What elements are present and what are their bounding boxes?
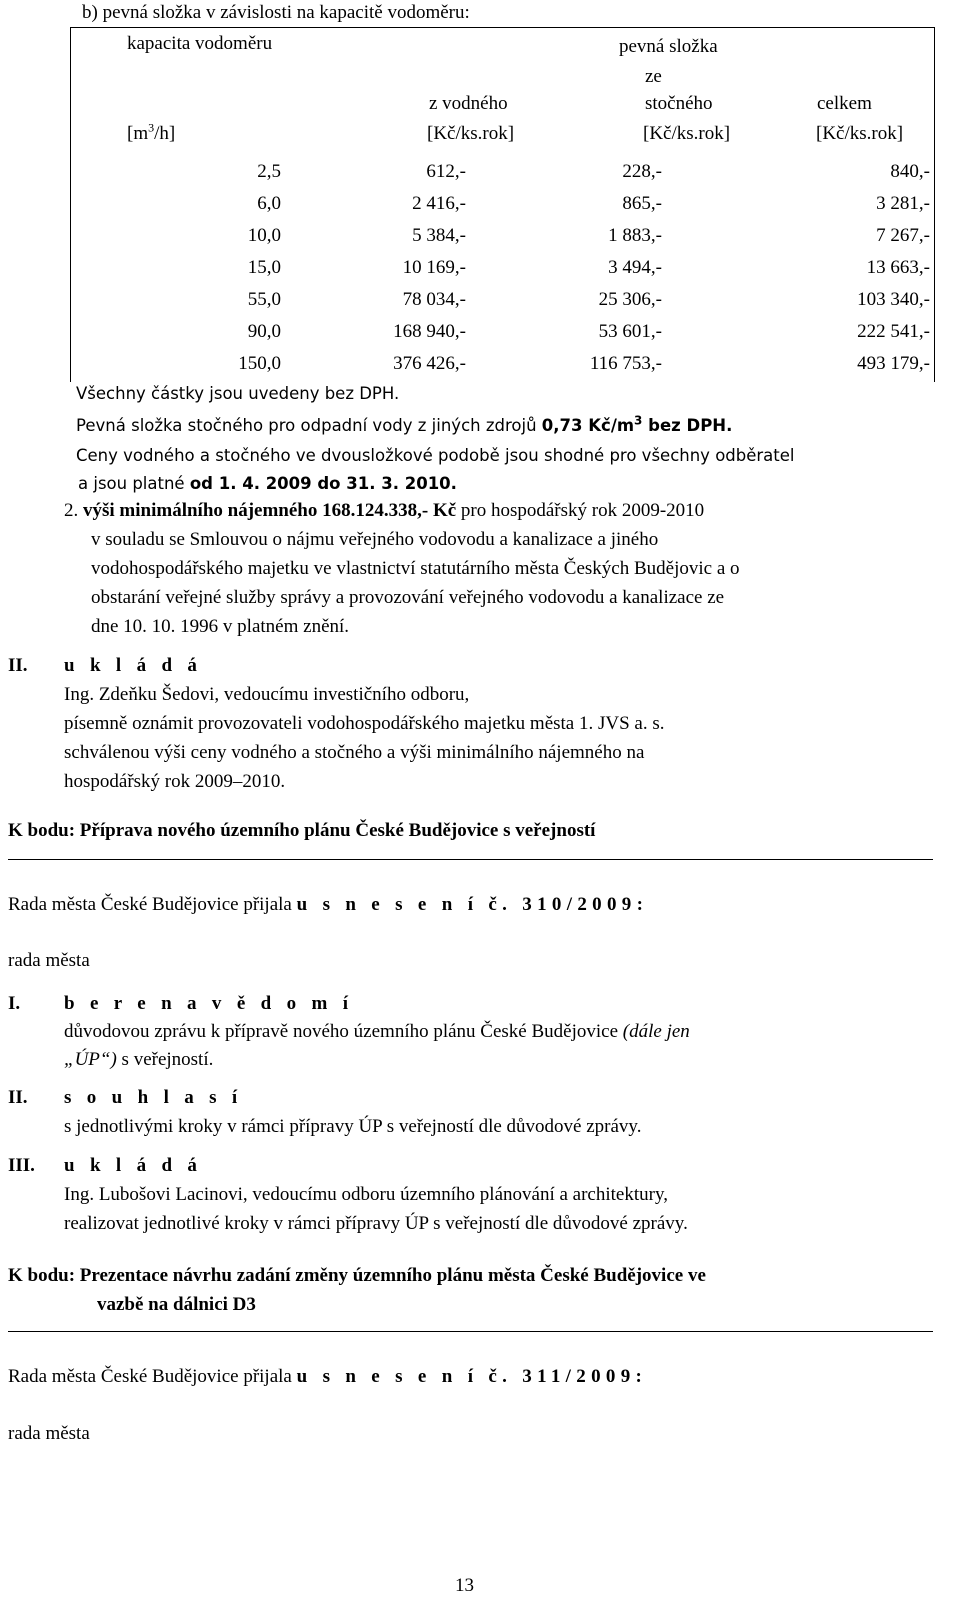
unit-capacity: $[m^3/h]$ [127,120,176,144]
cell-water: 5 384,- [412,225,466,246]
cell-sewage: 116 753,- [589,353,662,374]
cell-total: 103 340,- [857,289,930,310]
fixed-fee-note: Pevná složka stočného pro odpadní vody z jiných zdrojů 0,73 $Kč/m^3$ bez DPH. [76,413,733,435]
cell-capacity: 150,0 [238,353,281,374]
table-row [71,225,934,254]
cell-capacity: 55,0 [247,289,281,310]
topic-1-s3-line: realizovat jednotlivé kroky v rámci přípravy ÚP s veřejností dle důvodové zprávy. [64,1213,688,1234]
topic-1-s1-line: důvodovou zprávu k přípravě nového územního plánu České Budějovice (dále jen [64,1021,690,1042]
topic-1-s3-line: Ing. Lubošovi Lacinovi, vedoucímu odboru územního plánování a architektury, [64,1184,668,1205]
topic-1-s2-verb: s o u h l a s í [64,1087,243,1108]
cell-sewage: 228,- [622,161,662,182]
item-2-line: vodohospodářského majetku ve vlastnictví statutárního města Českých Budějovic a o [91,558,740,579]
topic-2-title-line2: vazbě na dálnici D3 [97,1294,256,1315]
subheader-water: z vodného [429,93,508,114]
cell-water: 168 940,- [393,321,466,342]
table-row [71,257,934,286]
prices-note-line2: a jsou platné od 1. 4. 2009 do 31. 3. 2010. [78,474,457,493]
cell-total: 493 179,- [857,353,930,374]
item-2-line: v souladu se Smlouvou o nájmu veřejného vodovodu a kanalizace a jiného [91,529,659,550]
header-fixed-component: pevná složka [619,36,718,57]
section-ii-line: schválenou výši ceny vodného a stočného a výši minimálního nájemného na [64,742,645,763]
cell-water: 10 169,- [402,257,466,278]
topic-1-resolution: Rada města České Budějovice přijala u s n e s e n í č. 310/2009: [8,894,649,915]
section-ii-line: Ing. Zdeňku Šedovi, vedoucímu investičního odboru, [64,684,470,705]
cell-water: 612,- [426,161,466,182]
section-ii-numeral: II. [8,655,28,676]
cell-total: 7 267,- [876,225,930,246]
cell-water: 376 426,- [393,353,466,374]
topic-1-s1-numeral: I. [8,993,21,1014]
topic-1-title: K bodu: Příprava nového územního plánu České Budějovice s veřejností [8,820,596,841]
cell-sewage: 53 601,- [598,321,662,342]
cell-total: 3 281,- [876,193,930,214]
topic-1-s1-line: „ÚP“) s veřejností. [64,1049,214,1070]
subheader-total: celkem [817,93,872,114]
section-ii-verb: u k l á d á [64,655,203,676]
topic-2-divider [8,1331,933,1332]
header-capacity: kapacita vodoměru [127,33,273,54]
item-2-heading: 2. výši minimálního nájemného 168.124.338,- Kč pro hospodářský rok 2009-2010 [64,500,705,521]
cell-sewage: 865,- [622,193,662,214]
item-2-line: obstarání veřejné služby správy a provozování veřejného vodovodu a kanalizace ze [91,587,725,608]
section-ii-line: hospodářský rok 2009–2010. [64,771,286,792]
unit-water: [Kč/ks.rok] [427,123,515,144]
topic-1-s3-numeral: III. [8,1155,35,1176]
topic-2-council: rada města [8,1423,90,1444]
item-2-line: dne 10. 10. 1996 v platném znění. [91,616,350,637]
topic-1-s2-numeral: II. [8,1087,28,1108]
prices-note-line1: Ceny vodného a stočného ve dvousložkové podobě jsou shodné pro všechny odběratel [76,446,795,465]
cell-capacity: 2,5 [257,161,281,182]
vat-note: Všechny částky jsou uvedeny bez DPH. [76,384,400,403]
topic-2-title-line1: K bodu: Prezentace návrhu zadání změny územního plánu města České Budějovice ve [8,1265,706,1286]
table-row [71,353,934,382]
topic-1-s2-line: s jednotlivými kroky v rámci přípravy ÚP s veřejností dle důvodové zprávy. [64,1116,642,1137]
topic-1-s1-verb: b e r e n a v ě d o m í [64,993,354,1014]
subheader-sewage: stočného [645,93,713,114]
cell-sewage: 25 306,- [598,289,662,310]
cell-total: 840,- [890,161,930,182]
unit-sewage: [Kč/ks.rok] [643,123,731,144]
unit-total: [Kč/ks.rok] [816,123,904,144]
cell-sewage: 3 494,- [608,257,662,278]
table-row [71,161,934,190]
topic-1-council: rada města [8,950,90,971]
cell-water: 78 034,- [402,289,466,310]
cell-capacity: 10,0 [247,225,281,246]
cell-total: 13 663,- [866,257,930,278]
table-row [71,321,934,350]
cell-capacity: 6,0 [257,193,281,214]
cell-total: 222 541,- [857,321,930,342]
cell-sewage: 1 883,- [608,225,662,246]
cell-capacity: 90,0 [247,321,281,342]
topic-1-divider [8,859,933,860]
topic-1-s3-verb: u k l á d á [64,1155,203,1176]
cell-water: 2 416,- [412,193,466,214]
cell-capacity: 15,0 [247,257,281,278]
topic-2-resolution: Rada města České Budějovice přijala u s n e s e n í č. 311/2009: [8,1366,648,1387]
section-ii-line: písemně oznámit provozovateli vodohospodářského majetku města 1. JVS a. s. [64,713,665,734]
price-table [70,27,935,382]
table-row [71,289,934,318]
subheader-ze: ze [645,66,662,87]
table-row [71,193,934,222]
table-caption: b) pevná složka v závislosti na kapacitě vodoměru: [82,2,470,23]
page-number: 13 [455,1575,474,1596]
